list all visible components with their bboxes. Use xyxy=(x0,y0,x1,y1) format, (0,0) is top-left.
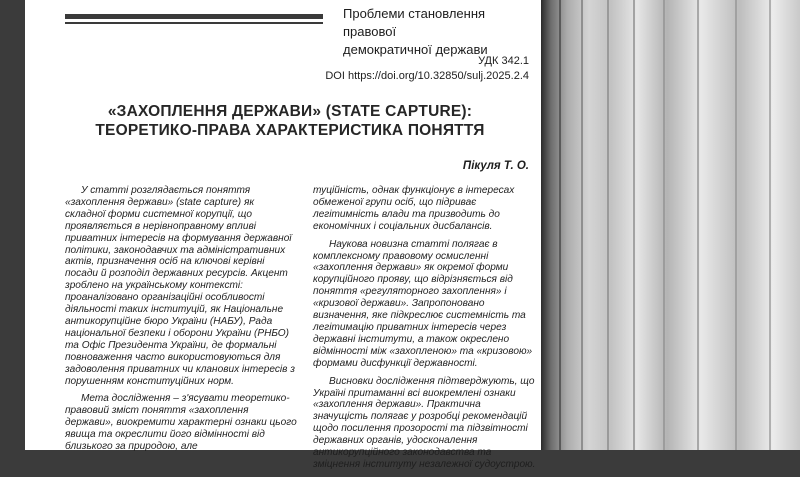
abstract-paragraph: Наукова новизна статті полягає в комплексному правовому осмисленні «захоплення держави» як окремої форми корупційного прояву, що відрізняється від поняття «регуляторного захоплення» і «кризової держави». Запропоновано визначення, яке підкреслює системність та легітимацію приватних інтересів через державні інститути, а також окреслено відмінності між «захопленою» та «кризовою» формами дисфункції державності. xyxy=(313,238,533,369)
page-edge-line xyxy=(607,0,609,450)
abstract-paragraph: Висновки дослідження підтверджують, що Україні притаманні всі виокремлені ознаки «захоплення держави». Практична значущість полягає у розробці рекомендацій щодо посилення прозорості та підзвітності державних органів, удосконалення антикорупційного законодавства та зміцнення інституту незалежної судоустрою. xyxy=(313,375,536,470)
page-edge-line xyxy=(581,0,583,450)
header-rule-thin xyxy=(65,22,323,24)
journal-name xyxy=(343,5,533,59)
abstract-paragraph: туційність, однак функціонує в інтересах обмеженої групи осіб, що підриває легітимність влади та призводить до економічних і соціальних дисбалансів. xyxy=(313,185,515,232)
journal-name-line1: Проблеми становлення правової xyxy=(343,6,486,39)
page-edge-line xyxy=(769,0,771,450)
page-edge-line xyxy=(663,0,665,450)
abstract-paragraph: У статті розглядається поняття «захоплення держави» (state capture) як складної форми системної корупції, що проявляється в нерівноправному впливі приватних інтересів на формування державної політики, законодавчих та адміністративних актів, призначення осіб на ключові керівні посади й розподіл державних ресурсів. Акцент зроблено на українському контексті: проаналізовано організаційні особливості діяльності таких інституцій, як Національне антикорупційне бюро України (НАБУ), Рада національної безпеки і оборони України (РНБО) та Офіс Президента України, де формальні повноваження часто використовуються для задоволення приватних чи кланових інтересів з порушенням конституційних норм. xyxy=(65,185,295,387)
article-title-line1: «ЗАХОПЛЕННЯ ДЕРЖАВИ» (STATE CAPTURE): xyxy=(107,103,473,120)
page-edge-line xyxy=(559,0,561,450)
page-edge-line xyxy=(633,0,635,450)
header-rule-thick xyxy=(65,14,323,19)
page-edge-line xyxy=(735,0,737,450)
author-name: Пікуля Т. О. xyxy=(462,160,529,172)
article-title-line2: ТЕОРЕТИКО-ПРАВА ХАРАКТЕРИСТИКА ПОНЯТТЯ xyxy=(95,122,485,139)
article-title xyxy=(55,102,525,140)
abstract-paragraph: Мета дослідження – з'ясувати теоретико-правовий зміст поняття «захоплення держави», виокремити характерні ознаки цього явища та окреслити його відмінності від близького за природою, але xyxy=(65,393,297,453)
page-edge-line xyxy=(697,0,699,450)
abstract-column-left xyxy=(65,185,297,459)
journal-page xyxy=(25,0,541,470)
udc-code: УДК 342.1 xyxy=(478,55,529,67)
doi-link: DOI https://doi.org/10.32850/sulj.2025.2.4 xyxy=(325,70,529,82)
journal-name-line2: демократичної держави xyxy=(343,42,488,57)
abstract-column-right xyxy=(313,185,537,477)
book-page-edges xyxy=(541,0,800,450)
